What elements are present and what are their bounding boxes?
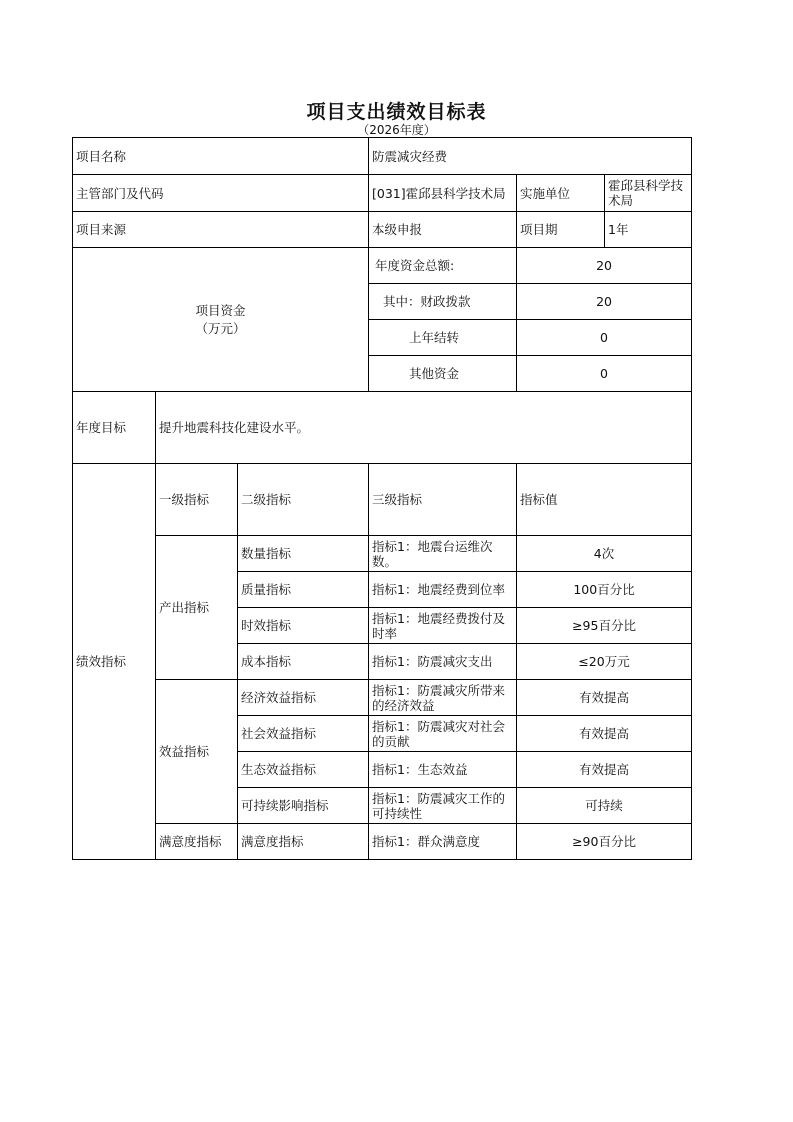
- level3-cell: 指标1：群众满意度: [369, 824, 517, 860]
- level2-cell: 时效指标: [238, 608, 369, 644]
- annual-total-label: 年度资金总额:: [369, 248, 517, 284]
- main-table: [72, 137, 692, 860]
- level2-cell: 质量指标: [238, 572, 369, 608]
- project-period-value: 1年: [605, 212, 692, 248]
- table-row: [73, 824, 692, 860]
- level3-cell: 指标1：防震减灾支出: [369, 644, 517, 680]
- performance-label: 绩效指标: [73, 464, 156, 860]
- header-level2: 二级指标: [238, 464, 369, 536]
- fiscal-allocation-value: 20: [517, 284, 692, 320]
- header-level3: 三级指标: [369, 464, 517, 536]
- department-label: 主管部门及代码: [73, 175, 369, 212]
- carryover-value: 0: [517, 320, 692, 356]
- project-name-label: 项目名称: [73, 138, 369, 175]
- level2-cell: 成本指标: [238, 644, 369, 680]
- level3-cell: 指标1：地震经费拨付及时率: [369, 608, 517, 644]
- project-period-label: 项目期: [517, 212, 605, 248]
- level3-cell: 指标1：防震减灾工作的可持续性: [369, 788, 517, 824]
- page-subtitle: （2026年度）: [357, 123, 436, 137]
- value-cell: ≤20万元: [517, 644, 692, 680]
- value-cell: 有效提高: [517, 716, 692, 752]
- level3-cell: 指标1：防震减灾所带来的经济效益: [369, 680, 517, 716]
- funding-label-line1: 项目资金: [195, 302, 246, 318]
- value-cell: ≥90百分比: [517, 824, 692, 860]
- value-cell: ≥95百分比: [517, 608, 692, 644]
- value-cell: 4次: [517, 536, 692, 572]
- carryover-label: 上年结转: [369, 320, 517, 356]
- annual-goal-value: 提升地震科技化建设水平。: [156, 392, 692, 464]
- level2-cell: 数量指标: [238, 536, 369, 572]
- level3-cell: 指标1：地震经费到位率: [369, 572, 517, 608]
- header-value: 指标值: [517, 464, 692, 536]
- table-row: [73, 536, 692, 572]
- satisfaction-indicator-label: 满意度指标: [156, 824, 238, 860]
- annual-goal-label: 年度目标: [73, 392, 156, 464]
- project-source-value: 本级申报: [369, 212, 517, 248]
- funding-label: [73, 248, 369, 392]
- implementing-unit-label: 实施单位: [517, 175, 605, 212]
- value-cell: 可持续: [517, 788, 692, 824]
- level3-cell: 指标1：生态效益: [369, 752, 517, 788]
- level3-cell: 指标1：防震减灾对社会的贡献: [369, 716, 517, 752]
- value-cell: 100百分比: [517, 572, 692, 608]
- level2-cell: 社会效益指标: [238, 716, 369, 752]
- header-level1: 一级指标: [156, 464, 238, 536]
- level2-cell: 生态效益指标: [238, 752, 369, 788]
- other-funds-value: 0: [517, 356, 692, 392]
- funding-label-line2: （万元）: [195, 320, 246, 336]
- annual-total-value: 20: [517, 248, 692, 284]
- value-cell: 有效提高: [517, 752, 692, 788]
- level3-cell: 指标1：地震台运维次数。: [369, 536, 517, 572]
- value-cell: 有效提高: [517, 680, 692, 716]
- level2-cell: 满意度指标: [238, 824, 369, 860]
- department-value: [031]霍邱县科学技术局: [369, 175, 517, 212]
- benefit-indicator-label: 效益指标: [156, 680, 238, 824]
- implementing-unit-value: 霍邱县科学技术局: [605, 175, 692, 212]
- other-funds-label: 其他资金: [369, 356, 517, 392]
- level2-cell: 可持续影响指标: [238, 788, 369, 824]
- fiscal-allocation-label: 其中：财政拨款: [369, 284, 517, 320]
- project-name-value: 防震减灾经费: [369, 138, 692, 175]
- output-indicator-label: 产出指标: [156, 536, 238, 680]
- level2-cell: 经济效益指标: [238, 680, 369, 716]
- page-title: 项目支出绩效目标表: [306, 101, 487, 123]
- table-row: [73, 680, 692, 716]
- project-source-label: 项目来源: [73, 212, 369, 248]
